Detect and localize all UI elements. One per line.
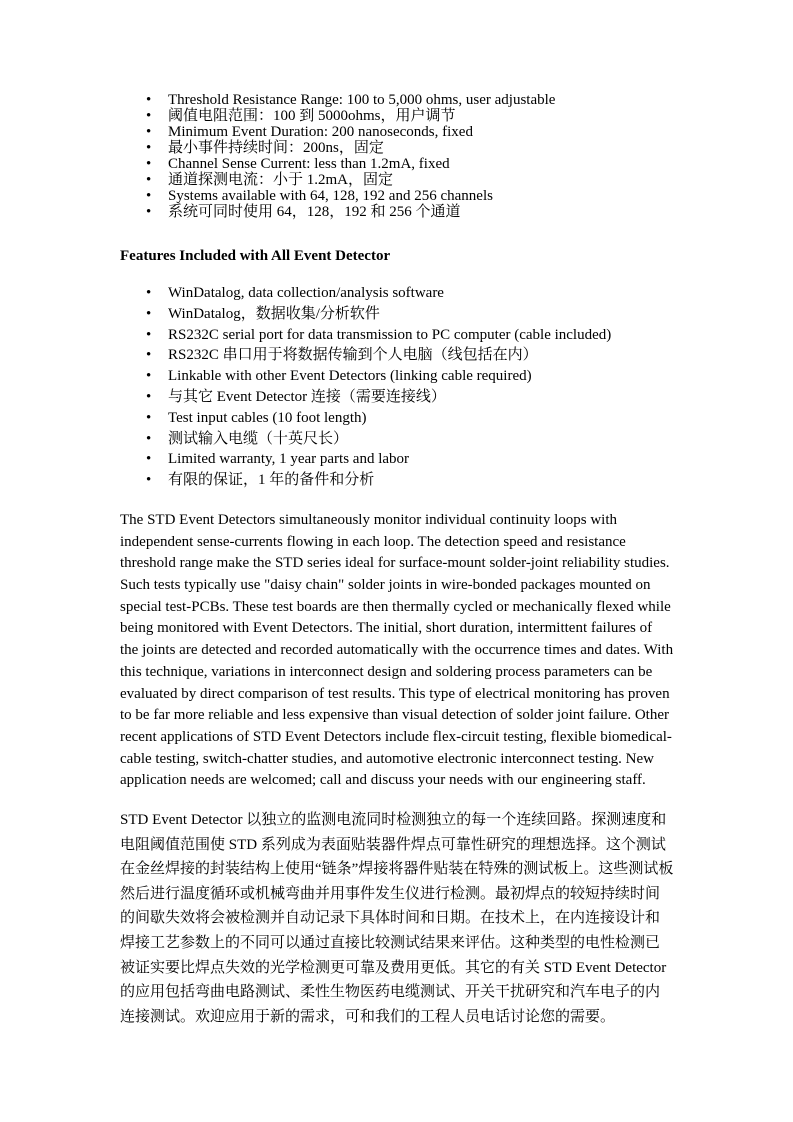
list-item: • 系统可同时使用 64，128，192 和 256 个通道: [120, 204, 674, 220]
list-item: • 阈值电阻范围：100 到 5000ohms，用户调节: [120, 108, 674, 124]
spec-list: [120, 92, 674, 220]
list-item: • 与其它 Event Detector 连接（需要连接线）: [120, 387, 674, 408]
list-item: • Test input cables (10 foot length): [120, 408, 674, 429]
list-item: • Linkable with other Event Detectors (linking cable required): [120, 366, 674, 387]
list-item: • Threshold Resistance Range: 100 to 5,000 ohms, user adjustable: [120, 92, 674, 108]
paragraph-chinese: STD Event Detector 以独立的监测电流同时检测独立的每一个连续回路。探测速度和电阻阈值范围使 STD 系列成为表面贴装器件焊点可靠性研究的理想选择。这个测试在金丝焊接的封装结构上使用“链条”焊接将器件贴装在特殊的测试板上。这些测试板然后进行温度循环或机械弯曲并用事件发生仪进行检测。最初焊点的较短持续时间的间歇失效将会被检测并自动记录下具体时间和日期。在技术上，在内连接设计和焊接工艺参数上的不同可以通过直接比较测试结果来评估。这种类型的电性检测已被证实要比焊点失效的光学检测更可靠及费用更低。其它的有关 STD Event Detector 的应用包括弯曲电路测试、柔性生物医药电缆测试、开关干扰研究和汽车电子的内连接测试。欢迎应用于新的需求，可和我们的工程人员电话讨论您的需要。: [120, 812, 674, 1025]
list-item: • Channel Sense Current: less than 1.2mA, fixed: [120, 156, 674, 172]
paragraph-english: The STD Event Detectors simultaneously monitor individual continuity loops with independent sense-currents flowing in each loop. The detection speed and resistance threshold range make the STD series ideal for surface-mount solder-joint reliability studies. Such tests typically use "daisy chain" solder joints in wire-bonded packages mounted on special test-PCBs. These test boards are then thermally cycled or mechanically flexed while being monitored with Event Detectors. The initial, short duration, intermittent failures of the joints are detected and recorded automatically with the occurrence times and dates. With this technique, variations in interconnect design and soldering process parameters can be evaluated by direct comparison of test results. This type of electrical monitoring has proven to be far more reliable and less expensive than visual detection of solder joint failure. Other recent applications of STD Event Detectors include flex-circuit testing, flexible biomedical-cable testing, switch-chatter studies, and automotive electronic interconnect testing. New application needs are welcomed; call and discuss your needs with our engineering staff.: [120, 511, 674, 789]
list-item: • RS232C 串口用于将数据传输到个人电脑（线包括在内）: [120, 345, 674, 366]
list-item: • 有限的保证，1 年的备件和分析: [120, 470, 674, 491]
list-item: • 最小事件持续时间：200ns，固定: [120, 140, 674, 156]
list-item: • RS232C serial port for data transmission to PC computer (cable included): [120, 325, 674, 346]
list-item: • Systems available with 64, 128, 192 and 256 channels: [120, 188, 674, 204]
features-list: [120, 283, 674, 491]
list-item: • 测试输入电缆（十英尺长）: [120, 429, 674, 450]
list-item: • WinDatalog, data collection/analysis software: [120, 283, 674, 304]
list-item: • Limited warranty, 1 year parts and labor: [120, 449, 674, 470]
list-item: • 通道探测电流：小于 1.2mA，固定: [120, 172, 674, 188]
list-item: • Minimum Event Duration: 200 nanoseconds, fixed: [120, 124, 674, 140]
features-heading: Features Included with All Event Detector: [120, 248, 391, 264]
list-item: • WinDatalog，数据收集/分析软件: [120, 304, 674, 325]
